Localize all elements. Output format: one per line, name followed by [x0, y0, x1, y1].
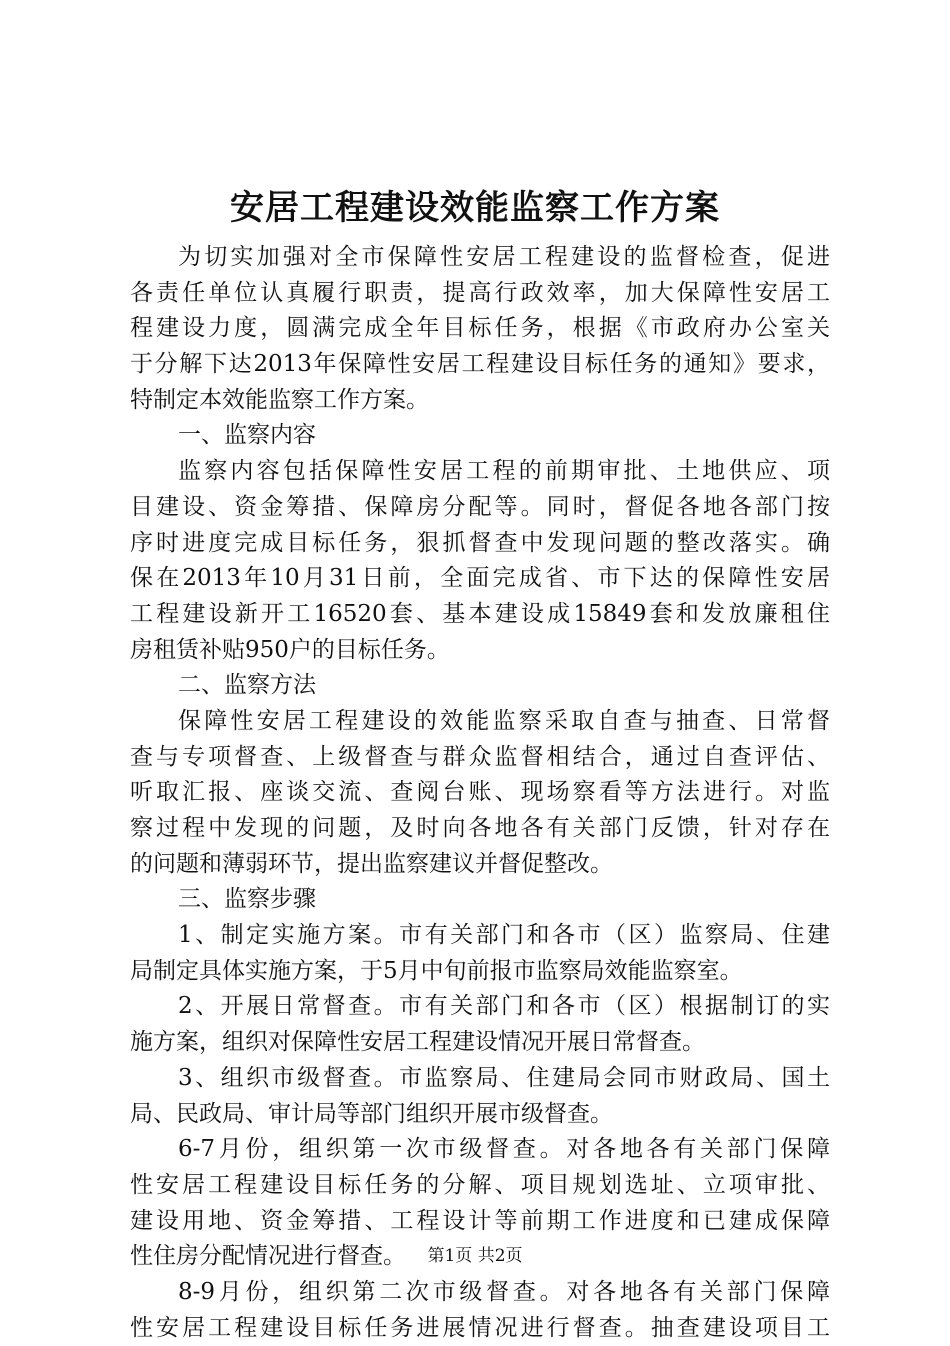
document-body — [130, 240, 830, 1346]
paragraph-line: 保障性安居工程建设的效能监察采取自查与抽查、日常督 — [178, 707, 830, 734]
paragraph-line: 性安居工程建设目标任务的分解、项目规划选址、立项审批、 — [130, 1171, 830, 1198]
section-heading: 一、监察内容 — [178, 422, 316, 449]
paragraph-line: 性安居工程建设目标任务进展情况进行督查。抽查建设项目工 — [130, 1314, 830, 1341]
paragraph-line: 程建设力度，圆满完成全年目标任务，根据《市政府办公室关 — [130, 315, 830, 342]
paragraph-line: 施方案，组织对保障性安居工程建设情况开展日常督查。 — [130, 1029, 705, 1056]
paragraph-line: 建设用地、资金筹措、工程设计等前期工作进度和已建成保障 — [130, 1207, 830, 1234]
document-title: 安居工程建设效能监察工作方案 — [230, 188, 720, 228]
paragraph-line: 监察内容包括保障性安居工程的前期审批、土地供应、项 — [178, 458, 830, 485]
paragraph-line: 目建设、资金筹措、保障房分配等。同时，督促各地各部门按 — [130, 493, 830, 520]
paragraph-line: 1、制定实施方案。市有关部门和各市（区）监察局、住建 — [178, 922, 830, 949]
paragraph-line: 特制定本效能监察工作方案。 — [130, 386, 429, 413]
paragraph-line: 序时进度完成目标任务，狠抓督查中发现问题的整改落实。确 — [130, 529, 830, 556]
section-heading: 二、监察方法 — [178, 672, 316, 699]
paragraph-line: 为切实加强对全市保障性安居工程建设的监督检查，促进 — [178, 244, 830, 270]
paragraph-line: 8-9月份，组织第二次市级督查。对各地各有关部门保障 — [178, 1278, 830, 1305]
paragraph-line: 性住房分配情况进行督查。 — [130, 1243, 406, 1270]
paragraph-line: 6-7月份，组织第一次市级督查。对各地各有关部门保障 — [178, 1136, 830, 1163]
paragraph-line: 的问题和薄弱环节，提出监察建议并督促整改。 — [130, 850, 613, 877]
paragraph-line: 3、组织市级督查。市监察局、住建局会同市财政局、国土 — [178, 1064, 830, 1091]
section-heading: 三、监察步骤 — [178, 886, 316, 913]
page-footer: 第1页 共2页 — [427, 1246, 523, 1266]
paragraph-line: 房租赁补贴950户的目标任务。 — [130, 636, 450, 663]
paragraph-line: 保在2013年10月31日前，全面完成省、市下达的保障性安居 — [130, 565, 830, 592]
paragraph-line: 工程建设新开工16520套、基本建设成15849套和发放廉租住 — [130, 600, 830, 627]
paragraph-line: 各责任单位认真履行职责，提高行政效率，加大保障性安居工 — [130, 279, 830, 306]
paragraph-line: 2、开展日常督查。市有关部门和各市（区）根据制订的实 — [178, 993, 830, 1020]
paragraph-line: 察过程中发现的问题，及时向各地各有关部门反馈，针对存在 — [130, 815, 830, 841]
paragraph-line: 于分解下达2013年保障性安居工程建设目标任务的通知》要求， — [130, 351, 830, 378]
paragraph-line: 局制定具体实施方案，于5月中旬前报市监察局效能监察室。 — [130, 957, 743, 984]
paragraph-line: 局、民政局、审计局等部门组织开展市级督查。 — [130, 1100, 613, 1127]
paragraph-line: 听取汇报、座谈交流、查阅台账、现场察看等方法进行。对监 — [130, 779, 830, 806]
paragraph-line: 查与专项督查、上级督查与群众监督相结合，通过自查评估、 — [130, 743, 830, 770]
